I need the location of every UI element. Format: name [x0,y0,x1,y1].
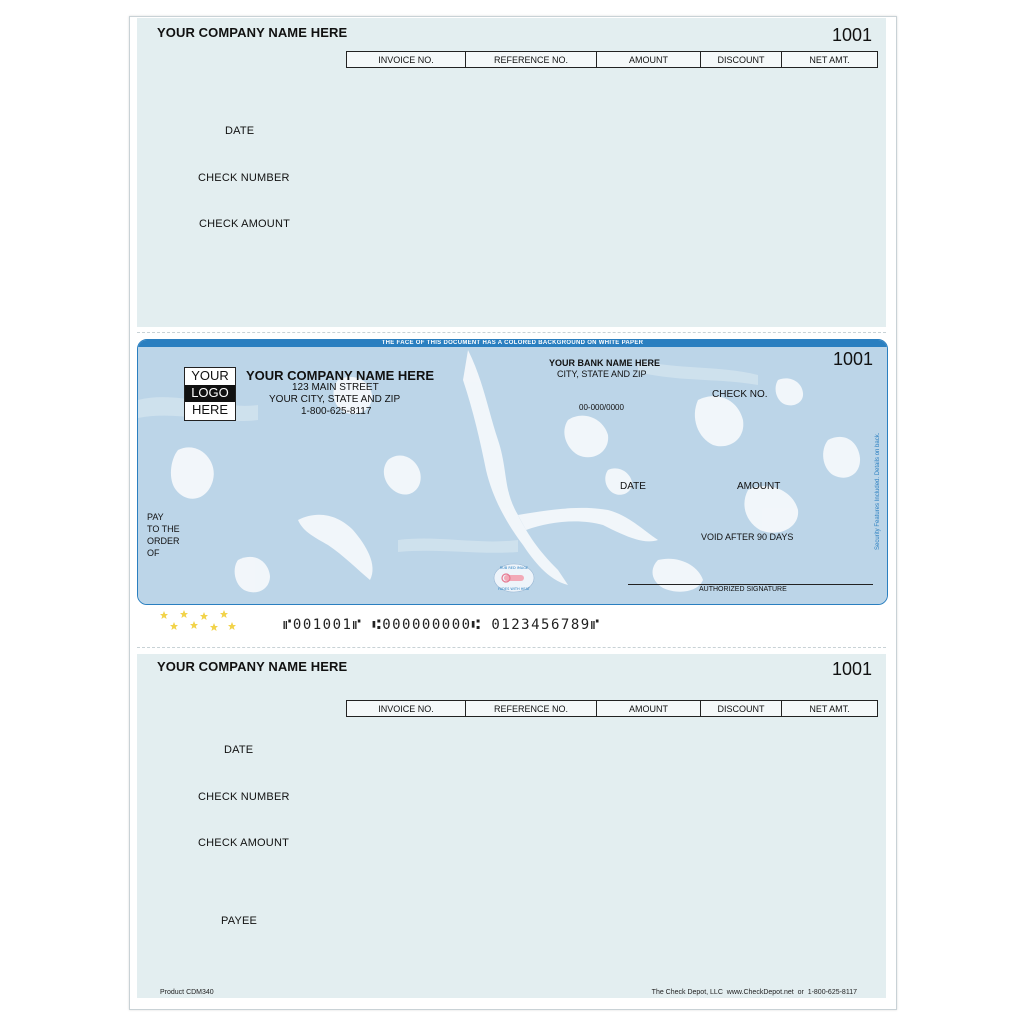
pay-to-the-order-of [147,511,180,559]
check-amount-label: AMOUNT [737,481,781,492]
logo-line-3: HERE [191,402,229,417]
logo-line-1: YOUR [191,368,229,383]
bottom-voucher-stub [137,654,886,998]
top-voucher-stub [137,18,886,327]
check-date-label: DATE [620,481,646,492]
stub-date-label: DATE [224,744,254,756]
security-side-label: Security Features Included. Details on back. [875,432,881,550]
stub-check-number-label: CHECK NUMBER [198,172,290,184]
pay-line-4: OF [147,548,160,558]
check-address-line-2: YOUR CITY, STATE AND ZIP [269,394,401,405]
product-code: Product CDM340 [160,989,214,996]
col-reference-no: REFERENCE NO. [466,52,597,68]
perforation-line [137,332,886,333]
col-net-amt: NET AMT. [782,701,878,717]
col-amount: AMOUNT [597,52,701,68]
stub-company-name: YOUR COMPANY NAME HERE [157,659,348,674]
check-face [137,339,888,605]
stub-check-number: 1001 [831,25,872,45]
stub-check-number-label: CHECK NUMBER [198,791,290,803]
perforation-line-bottom [137,647,886,648]
stub-check-number: 1001 [831,659,872,679]
stub-company-name: YOUR COMPANY NAME HERE [157,25,348,40]
logo-placeholder [184,367,236,421]
col-amount: AMOUNT [597,701,701,717]
stub-date-label: DATE [225,125,255,137]
void-after-text: VOID AFTER 90 DAYS [701,532,794,542]
col-invoice-no: INVOICE NO. [347,52,466,68]
heat-seal-icon [492,562,536,594]
pay-line-2: TO THE [147,524,180,534]
bank-city: CITY, STATE AND ZIP [557,369,647,379]
svg-text:RUB RED IMAGE: RUB RED IMAGE [499,566,529,570]
check-company-name: YOUR COMPANY NAME HERE [246,368,435,383]
security-features-side-text [875,400,888,550]
col-invoice-no: INVOICE NO. [347,701,466,717]
pay-line-3: ORDER [147,536,180,546]
stub-column-header [346,700,878,717]
stub-payee-label: PAYEE [221,915,258,927]
col-net-amt: NET AMT. [782,52,878,68]
pay-line-1: PAY [147,512,164,522]
bank-name: YOUR BANK NAME HERE [549,358,661,368]
col-reference-no: REFERENCE NO. [466,701,597,717]
routing-fraction: 00-000/0000 [579,403,624,412]
stub-check-amount-label: CHECK AMOUNT [199,218,291,230]
col-discount: DISCOUNT [701,52,782,68]
signature-label: AUTHORIZED SIGNATURE [699,586,787,593]
micr-line: ⑈001001⑈ ⑆000000000⑆ 0123456789⑈ [283,617,601,633]
check-address-line-1: 123 MAIN STREET [292,382,379,393]
stub-column-header [346,51,878,68]
signature-line [628,584,873,585]
stub-check-amount-label: CHECK AMOUNT [198,837,290,849]
svg-text:FADES WITH HEAT: FADES WITH HEAT [498,587,530,591]
col-discount: DISCOUNT [701,701,782,717]
security-banner: THE FACE OF THIS DOCUMENT HAS A COLORED BACKGROUND ON WHITE PAPER [138,340,887,347]
vendor-footer: The Check Depot, LLC www.CheckDepot.net or 1-800-625-8117 [651,989,857,996]
check-phone: 1-800-625-8117 [301,406,372,417]
check-no-label: CHECK NO. [712,389,768,400]
foil-stars-icon [158,609,238,633]
check-number: 1001 [832,349,873,369]
logo-line-2: LOGO [185,385,235,402]
